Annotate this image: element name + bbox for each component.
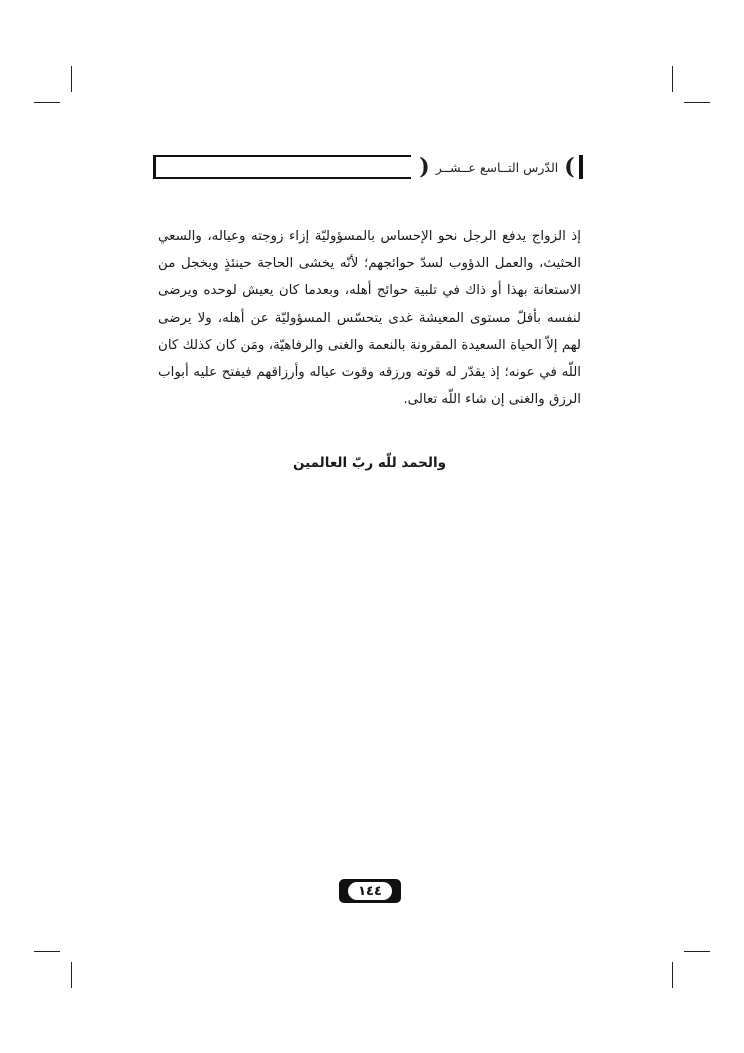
page-number: ١٤٤: [348, 882, 392, 900]
chapter-label: [411, 152, 583, 182]
crop-mark: [672, 962, 673, 988]
closing-line: والحمد للّه ربّ العالمين: [292, 455, 447, 471]
crop-mark: [34, 102, 60, 103]
page-header: [153, 152, 583, 182]
crop-mark: [71, 962, 72, 988]
paragraph: إذ الزواج يدفع الرجل نحو الإحساس بالمسؤوليّة إزاء زوجته وعياله، والسعي الحثيث، والعمل الدؤوب لسدّ حوائجهم؛ لأنّه يخشى الحاجة حينئذٍ ويخجل من الاستعانة بهذا أو ذاك في تلبية حوائج أهله، وبعدما كان يعيش لوحده ويرضى لنفسه بأقلّ مستوى المعيشة غدى يتحسّس المسؤوليّة عن أهله، ولا يرضى لهم إلاّ الحياة السعيدة المقرونة بالنعمة والغنى والرفاهيّة، ومَن كان كذلك كان اللّه في عونه؛ إذ يقدّر له قوته ورزقه وقوت عياله وأرزاقهم فيفتح عليه أبواب الرزق والغنى إن شاء اللّه تعالى.: [158, 229, 581, 408]
crop-mark: [34, 951, 60, 952]
crop-mark: [672, 66, 673, 92]
chapter-title: الدّرس التــاسع عــشــر: [435, 159, 559, 175]
open-paren: ): [564, 154, 575, 180]
header-end-mark: [579, 155, 583, 179]
crop-mark: [684, 102, 710, 103]
crop-mark: [71, 66, 72, 92]
body-text: [158, 223, 581, 413]
crop-mark: [684, 951, 710, 952]
close-paren: (: [419, 154, 430, 180]
page-number-badge: [339, 879, 401, 903]
